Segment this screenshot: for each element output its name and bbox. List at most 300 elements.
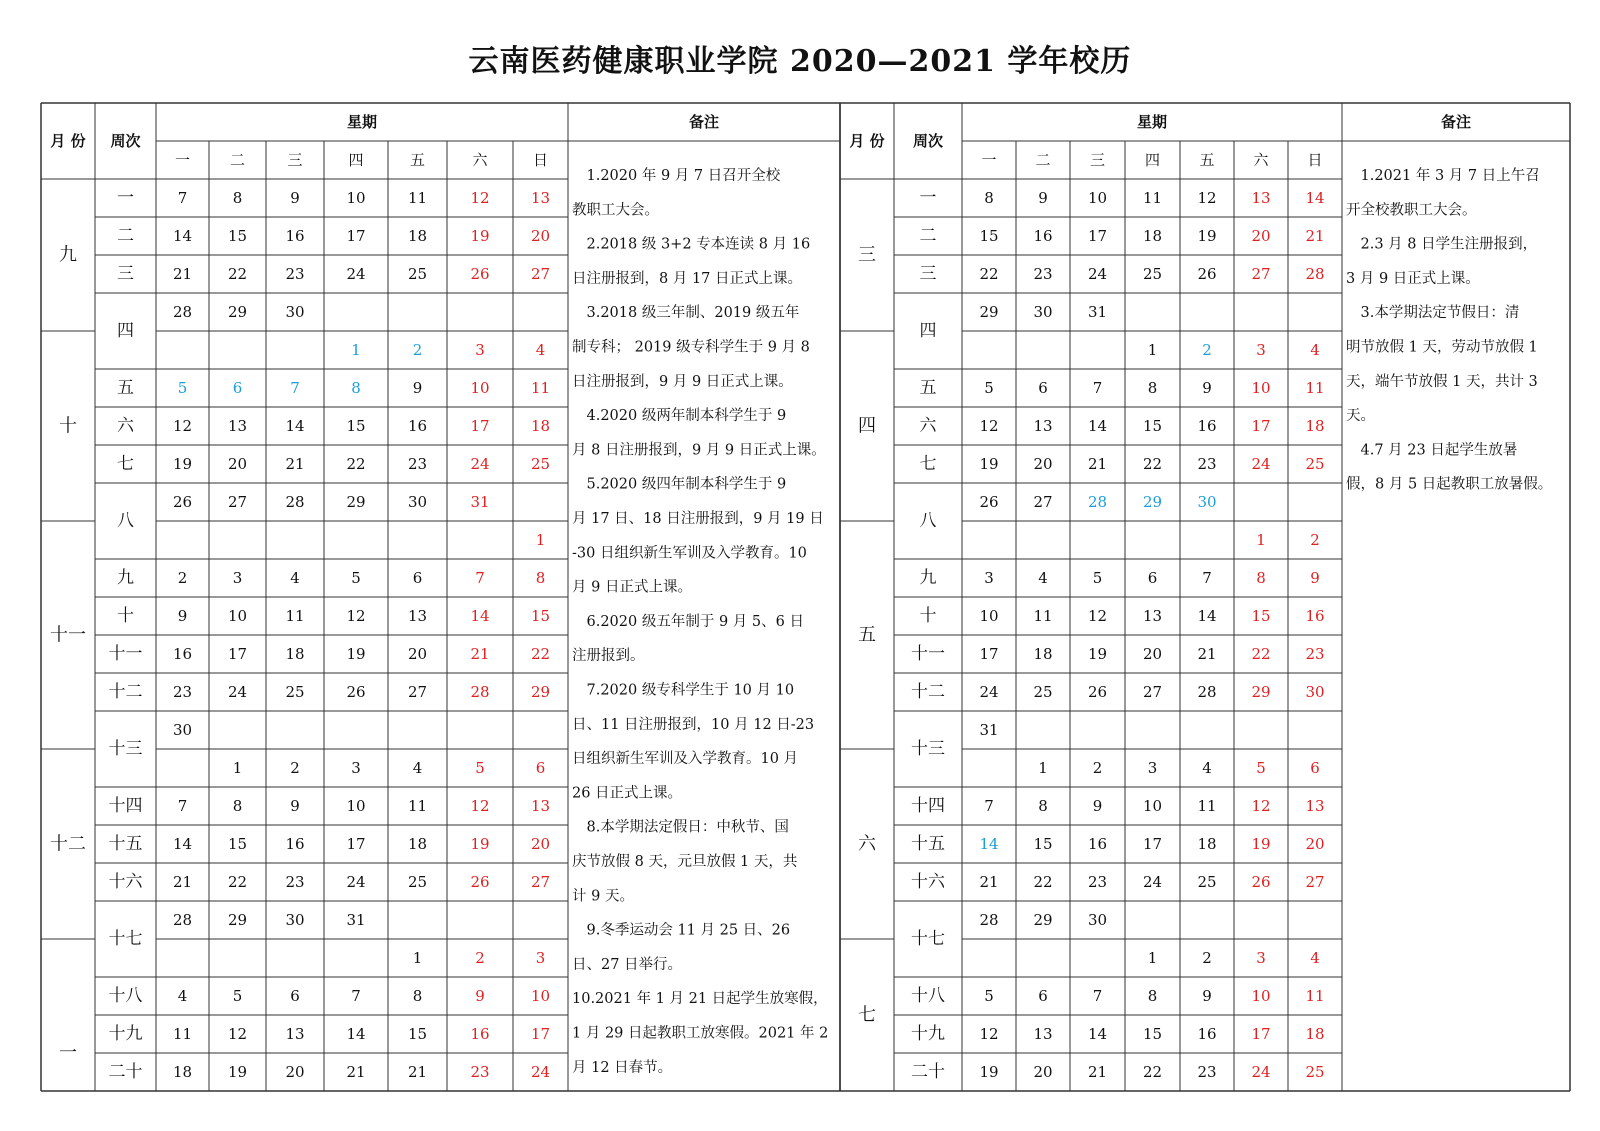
calendar-day: 15 — [407, 1025, 428, 1043]
calendar-day: 1 — [232, 759, 243, 777]
remark-line: 注册报到。 — [572, 648, 645, 665]
calendar-day: 28 — [470, 683, 490, 701]
remark-line: 6.2020 级五年制于 9 月 5、6 日 — [572, 613, 804, 630]
calendar-day: 7 — [177, 189, 188, 207]
calendar-day: 29 — [1142, 493, 1163, 511]
calendar-day: 2 — [290, 759, 300, 777]
month-column-header: 月 份 — [50, 132, 86, 150]
calendar-day: 6 — [1147, 569, 1158, 587]
calendar-day: 16 — [172, 645, 193, 663]
week-label: 十二 — [108, 682, 143, 702]
calendar-day: 2 — [1092, 759, 1103, 777]
week-label: 一 — [919, 188, 937, 208]
calendar-day: 20 — [1142, 645, 1163, 663]
calendar-day: 2 — [475, 949, 485, 967]
calendar-day: 25 — [1142, 265, 1163, 283]
calendar-day: 21 — [407, 1063, 428, 1081]
weekday-header: 一 — [174, 151, 191, 169]
weekday-header: 二 — [229, 151, 246, 169]
week-label: 一 — [117, 188, 134, 208]
calendar-day: 14 — [1087, 1025, 1108, 1043]
calendar-day: 27 — [530, 265, 551, 283]
week-label: 十七 — [911, 929, 945, 949]
calendar-day: 8 — [351, 379, 361, 397]
remark-line: 月 8 日注册报到，9 月 9 日正式上课。 — [572, 442, 826, 459]
calendar-day: 30 — [1033, 303, 1053, 321]
week-label: 三 — [117, 264, 134, 284]
calendar-day: 18 — [285, 645, 305, 663]
calendar-day: 8 — [1038, 797, 1048, 815]
calendar-day: 15 — [1251, 607, 1271, 625]
calendar-day: 30 — [1305, 683, 1325, 701]
remark-line: 天，端午节放假 1 天，共计 3 — [1346, 373, 1538, 390]
calendar-day: 4 — [290, 569, 300, 587]
calendar-day: 18 — [407, 227, 428, 245]
calendar-day: 29 — [530, 683, 551, 701]
remark-line: 8.本学期法定假日：中秋节、国 — [572, 819, 789, 836]
calendar-day: 23 — [1305, 645, 1325, 663]
calendar-day: 9 — [1202, 987, 1212, 1005]
calendar-day: 8 — [1147, 379, 1158, 397]
remark-line: 月 9 日正式上课。 — [572, 579, 692, 596]
calendar-day: 20 — [1033, 455, 1053, 473]
calendar-day: 26 — [1251, 873, 1271, 891]
remark-line: 2.3 月 8 日学生注册报到， — [1346, 236, 1538, 253]
calendar-day: 22 — [1142, 455, 1163, 473]
week-label: 十 — [117, 606, 134, 626]
calendar-day: 13 — [227, 417, 248, 435]
calendar-day: 5 — [177, 379, 188, 397]
calendar-day: 24 — [1142, 873, 1163, 891]
calendar-day: 19 — [979, 455, 999, 473]
calendar-day: 12 — [1197, 189, 1217, 207]
remark-line: 计 9 天。 — [572, 888, 634, 905]
calendar-day: 1 — [412, 949, 423, 967]
calendar-day: 9 — [475, 987, 485, 1005]
week-label: 十八 — [108, 986, 143, 1006]
calendar-day: 11 — [1142, 189, 1163, 207]
calendar-day: 11 — [530, 379, 551, 397]
calendar-day: 7 — [351, 987, 361, 1005]
calendar-day: 3 — [351, 759, 361, 777]
calendar-day: 1 — [1256, 531, 1266, 549]
calendar-day: 27 — [530, 873, 551, 891]
calendar-day: 28 — [172, 911, 193, 929]
calendar-day: 23 — [1033, 265, 1053, 283]
calendar-day: 24 — [1251, 1063, 1271, 1081]
week-label: 十九 — [108, 1024, 143, 1044]
calendar-day: 8 — [1256, 569, 1266, 587]
remarks-column-header: 备注 — [1440, 113, 1472, 131]
calendar-day: 2 — [1310, 531, 1320, 549]
calendar-day: 18 — [407, 835, 428, 853]
calendar-day: 19 — [470, 227, 490, 245]
calendar-day: 18 — [1033, 645, 1053, 663]
calendar-day: 26 — [1087, 683, 1108, 701]
calendar-day: 9 — [177, 607, 188, 625]
calendar-day: 28 — [1305, 265, 1325, 283]
calendar-day: 22 — [227, 873, 248, 891]
calendar-day: 22 — [227, 265, 248, 283]
week-label: 十五 — [911, 834, 945, 854]
week-column-header: 周次 — [110, 132, 141, 150]
week-label: 十七 — [108, 929, 143, 949]
calendar-day: 12 — [1251, 797, 1271, 815]
calendar-day: 16 — [285, 227, 305, 245]
calendar-day: 10 — [1087, 189, 1108, 207]
remark-line: 制专科； 2019 级专科学生于 9 月 8 — [572, 339, 810, 356]
calendar-day: 20 — [1251, 227, 1271, 245]
month-label: 六 — [858, 833, 876, 855]
calendar-day: 4 — [1038, 569, 1048, 587]
calendar-day: 17 — [1087, 227, 1108, 245]
remark-line: 日、11 日注册报到，10 月 12 日-23 — [572, 716, 815, 733]
calendar-day: 20 — [1305, 835, 1325, 853]
calendar-day: 24 — [1251, 455, 1271, 473]
calendar-day: 4 — [412, 759, 423, 777]
calendar-day: 27 — [407, 683, 428, 701]
calendar-day: 11 — [285, 607, 305, 625]
calendar-day: 18 — [1305, 1025, 1325, 1043]
calendar-day: 27 — [1305, 873, 1325, 891]
calendar-day: 28 — [172, 303, 193, 321]
calendar-day: 3 — [984, 569, 994, 587]
calendar-day: 11 — [407, 797, 428, 815]
calendar-day: 29 — [1033, 911, 1053, 929]
calendar-day: 11 — [1033, 607, 1053, 625]
calendar-day: 31 — [979, 721, 999, 739]
calendar-day: 30 — [407, 493, 428, 511]
weekday-header: 一 — [981, 151, 997, 169]
calendar-day: 29 — [227, 911, 248, 929]
calendar-day: 12 — [1087, 607, 1108, 625]
calendar-day: 30 — [1197, 493, 1217, 511]
calendar-day: 5 — [984, 987, 994, 1005]
calendar-day: 11 — [407, 189, 428, 207]
calendar-day: 3 — [1147, 759, 1158, 777]
remark-line: 天。 — [1346, 408, 1375, 425]
calendar-day: 3 — [475, 341, 485, 359]
remark-line: 5.2020 级四年制本科学生于 9 — [572, 476, 787, 493]
calendar-day: 17 — [346, 227, 366, 245]
calendar-day: 20 — [530, 227, 551, 245]
calendar-day: 2 — [1202, 949, 1212, 967]
calendar-day: 11 — [1305, 379, 1325, 397]
calendar-day: 8 — [232, 189, 243, 207]
calendar-day: 22 — [1142, 1063, 1163, 1081]
calendar-day: 12 — [470, 189, 490, 207]
calendar-day: 15 — [530, 607, 551, 625]
calendar-day: 18 — [1197, 835, 1217, 853]
calendar-day: 15 — [227, 835, 248, 853]
calendar-day: 24 — [346, 873, 366, 891]
calendar-day: 15 — [1142, 1025, 1163, 1043]
calendar-day: 20 — [285, 1063, 305, 1081]
calendar-day: 6 — [1038, 987, 1048, 1005]
calendar-day: 22 — [346, 455, 366, 473]
calendar-day: 15 — [1033, 835, 1053, 853]
week-label: 九 — [919, 568, 937, 588]
calendar-day: 11 — [172, 1025, 193, 1043]
calendar-day: 21 — [979, 873, 999, 891]
calendar-day: 28 — [1197, 683, 1217, 701]
calendar-day: 10 — [470, 379, 490, 397]
calendar-day: 15 — [979, 227, 999, 245]
calendar-day: 20 — [530, 835, 551, 853]
week-label: 二十 — [911, 1062, 945, 1082]
week-label: 三 — [919, 264, 937, 284]
calendar-day: 23 — [407, 455, 428, 473]
calendar-day: 24 — [530, 1063, 551, 1081]
calendar-day: 26 — [470, 265, 490, 283]
week-label: 九 — [117, 568, 134, 588]
calendar-day: 27 — [1142, 683, 1163, 701]
calendar-day: 13 — [530, 797, 551, 815]
calendar-day: 8 — [1147, 987, 1158, 1005]
weekday-group-header: 星期 — [1136, 113, 1168, 131]
calendar-day: 13 — [407, 607, 428, 625]
week-label: 七 — [117, 454, 134, 474]
calendar-day: 7 — [984, 797, 994, 815]
calendar-day: 26 — [346, 683, 366, 701]
calendar-day: 23 — [172, 683, 193, 701]
week-label: 二 — [117, 226, 134, 246]
calendar-day: 25 — [1197, 873, 1217, 891]
calendar-day: 13 — [530, 189, 551, 207]
calendar-day: 13 — [1142, 607, 1163, 625]
calendar-day: 10 — [530, 987, 551, 1005]
calendar-day: 3 — [1256, 949, 1266, 967]
remark-line: 教职工大会。 — [572, 202, 659, 219]
calendar-day: 12 — [979, 1025, 999, 1043]
month-label: 一 — [59, 1042, 77, 1064]
calendar-day: 6 — [1038, 379, 1048, 397]
calendar-day: 8 — [984, 189, 994, 207]
calendar-day: 25 — [285, 683, 305, 701]
calendar-day: 5 — [232, 987, 243, 1005]
calendar-day: 14 — [172, 227, 193, 245]
calendar-day: 2 — [1202, 341, 1212, 359]
remark-line: 4.7 月 23 日起学生放暑 — [1346, 442, 1518, 459]
week-label: 十八 — [911, 986, 945, 1006]
calendar-day: 20 — [227, 455, 248, 473]
calendar-day: 4 — [1310, 341, 1320, 359]
calendar-day: 5 — [984, 379, 994, 397]
remark-line: 3 月 9 日正式上课。 — [1346, 270, 1480, 287]
calendar-day: 21 — [1197, 645, 1217, 663]
calendar-day: 14 — [1197, 607, 1217, 625]
calendar-day: 12 — [172, 417, 193, 435]
calendar-day: 17 — [979, 645, 999, 663]
calendar-day: 22 — [1251, 645, 1271, 663]
calendar-day: 3 — [535, 949, 546, 967]
calendar-day: 9 — [1202, 379, 1212, 397]
calendar-day: 27 — [1251, 265, 1271, 283]
calendar-day: 14 — [172, 835, 193, 853]
weekday-header: 六 — [472, 151, 488, 169]
calendar-day: 30 — [172, 721, 193, 739]
calendar-day: 9 — [1038, 189, 1048, 207]
calendar-day: 8 — [535, 569, 546, 587]
calendar-day: 17 — [1142, 835, 1163, 853]
calendar-day: 14 — [1305, 189, 1325, 207]
calendar-day: 17 — [470, 417, 490, 435]
calendar-day: 1 — [1038, 759, 1048, 777]
calendar-day: 20 — [1033, 1063, 1053, 1081]
calendar-day: 29 — [227, 303, 248, 321]
calendar-day: 2 — [177, 569, 188, 587]
calendar-day: 19 — [470, 835, 490, 853]
calendar-day: 27 — [1033, 493, 1053, 511]
calendar-day: 10 — [1142, 797, 1163, 815]
month-label: 十二 — [50, 833, 86, 855]
week-label: 七 — [919, 454, 937, 474]
calendar-day: 19 — [979, 1063, 999, 1081]
calendar-day: 31 — [1087, 303, 1108, 321]
calendar-day: 30 — [1087, 911, 1108, 929]
remark-line: 假，8 月 5 日起教职工放暑假。 — [1346, 476, 1553, 493]
calendar-day: 12 — [346, 607, 366, 625]
calendar-day: 5 — [1256, 759, 1266, 777]
month-label: 十一 — [50, 624, 86, 646]
calendar-day: 5 — [351, 569, 361, 587]
remark-line: 月 17 日、18 日注册报到，9 月 19 日 — [572, 511, 824, 527]
calendar-day: 22 — [530, 645, 551, 663]
calendar-day: 13 — [1305, 797, 1325, 815]
week-label: 八 — [117, 511, 134, 531]
calendar-day: 5 — [1092, 569, 1103, 587]
calendar-day: 12 — [470, 797, 490, 815]
remark-line: 4.2020 级两年制本科学生于 9 — [572, 408, 787, 425]
calendar-day: 10 — [1251, 987, 1271, 1005]
calendar-day: 12 — [227, 1025, 248, 1043]
calendar-day: 29 — [1251, 683, 1271, 701]
calendar-day: 19 — [172, 455, 193, 473]
calendar-day: 21 — [1087, 455, 1108, 473]
calendar-day: 9 — [290, 797, 300, 815]
calendar-day: 18 — [1305, 417, 1325, 435]
week-label: 十三 — [911, 739, 945, 759]
calendar-day: 11 — [1305, 987, 1325, 1005]
calendar-day: 28 — [285, 493, 305, 511]
calendar-day: 21 — [346, 1063, 366, 1081]
calendar-day: 18 — [530, 417, 551, 435]
calendar-day: 30 — [285, 911, 305, 929]
calendar-day: 15 — [1142, 417, 1163, 435]
calendar-day: 23 — [285, 873, 305, 891]
calendar-day: 16 — [1305, 607, 1325, 625]
calendar-day: 9 — [1092, 797, 1103, 815]
calendar-day: 4 — [177, 987, 188, 1005]
remark-line: 9.冬季运动会 11 月 25 日、26 — [572, 922, 791, 939]
week-label: 二 — [919, 226, 937, 246]
calendar-day: 28 — [1087, 493, 1108, 511]
calendar-day: 16 — [1197, 417, 1217, 435]
calendar-day: 4 — [1310, 949, 1320, 967]
week-label: 五 — [117, 378, 134, 398]
calendar-day: 14 — [346, 1025, 366, 1043]
remark-line: 日组织新生军训及入学教育。10 月 — [572, 751, 799, 768]
calendar-day: 19 — [1087, 645, 1108, 663]
remark-line: 1 月 29 日起教职工放寒假。2021 年 2 — [572, 1025, 829, 1042]
remark-line: 3.本学期法定节假日：清 — [1346, 305, 1520, 322]
calendar-day: 23 — [1197, 1063, 1217, 1081]
calendar-day: 10 — [227, 607, 248, 625]
calendar-day: 17 — [227, 645, 248, 663]
week-label: 六 — [919, 416, 937, 436]
remark-line: 7.2020 级专科学生于 10 月 10 — [572, 682, 795, 699]
weekday-header: 日 — [532, 151, 549, 169]
calendar-day: 19 — [346, 645, 366, 663]
calendar-day: 19 — [227, 1063, 248, 1081]
weekday-header: 日 — [1307, 151, 1323, 169]
calendar-day: 3 — [232, 569, 243, 587]
week-label: 二十 — [108, 1062, 143, 1082]
calendar-day: 26 — [979, 493, 999, 511]
calendar-day: 23 — [470, 1063, 490, 1081]
calendar-day: 21 — [172, 873, 193, 891]
week-label: 六 — [117, 416, 134, 436]
weekday-header: 三 — [1089, 151, 1106, 169]
calendar-day: 13 — [285, 1025, 305, 1043]
calendar-day: 14 — [285, 417, 305, 435]
month-label: 七 — [858, 1004, 876, 1026]
calendar-day: 13 — [1033, 1025, 1053, 1043]
weekday-header: 五 — [1199, 151, 1215, 169]
calendar-day: 24 — [979, 683, 999, 701]
remark-line: 1.2021 年 3 月 7 日上午召 — [1346, 168, 1540, 184]
calendar-day: 15 — [346, 417, 366, 435]
month-column-header: 月 份 — [849, 132, 885, 150]
calendar-day: 9 — [412, 379, 423, 397]
calendar-day: 24 — [346, 265, 366, 283]
calendar-day: 17 — [346, 835, 366, 853]
calendar-day: 5 — [475, 759, 485, 777]
calendar-day: 17 — [530, 1025, 551, 1043]
calendar-day: 10 — [346, 797, 366, 815]
calendar-day: 18 — [1142, 227, 1163, 245]
calendar-day: 26 — [470, 873, 490, 891]
week-label: 十一 — [108, 644, 143, 664]
remark-line: 3.2018 级三年制、2019 级五年 — [572, 305, 800, 322]
week-label: 五 — [919, 378, 937, 398]
calendar-day: 12 — [979, 417, 999, 435]
calendar-day: 21 — [285, 455, 305, 473]
remark-line: 明节放假 1 天，劳动节放假 1 — [1346, 339, 1538, 356]
calendar-day: 24 — [227, 683, 248, 701]
calendar-day: 1 — [535, 531, 546, 549]
week-label: 十一 — [911, 644, 945, 664]
calendar-day: 4 — [535, 341, 546, 359]
calendar-day: 27 — [227, 493, 248, 511]
calendar-day: 25 — [407, 265, 428, 283]
calendar-day: 25 — [1305, 1063, 1325, 1081]
calendar-day: 16 — [1197, 1025, 1217, 1043]
calendar-day: 16 — [1033, 227, 1053, 245]
remark-line: -30 日组织新生军训及入学教育。10 — [572, 545, 807, 562]
calendar-day: 23 — [1087, 873, 1108, 891]
calendar-day: 29 — [979, 303, 999, 321]
weekday-header: 二 — [1035, 151, 1051, 169]
remark-line: 26 日正式上课。 — [572, 785, 683, 802]
remark-line: 日注册报到，8 月 17 日正式上课。 — [572, 270, 803, 287]
calendar-day: 6 — [412, 569, 423, 587]
remark-line: 日注册报到，9 月 9 日正式上课。 — [572, 373, 793, 390]
calendar-day: 13 — [1251, 189, 1271, 207]
calendar-day: 19 — [1197, 227, 1217, 245]
calendar-day: 22 — [1033, 873, 1053, 891]
calendar-day: 26 — [1197, 265, 1217, 283]
